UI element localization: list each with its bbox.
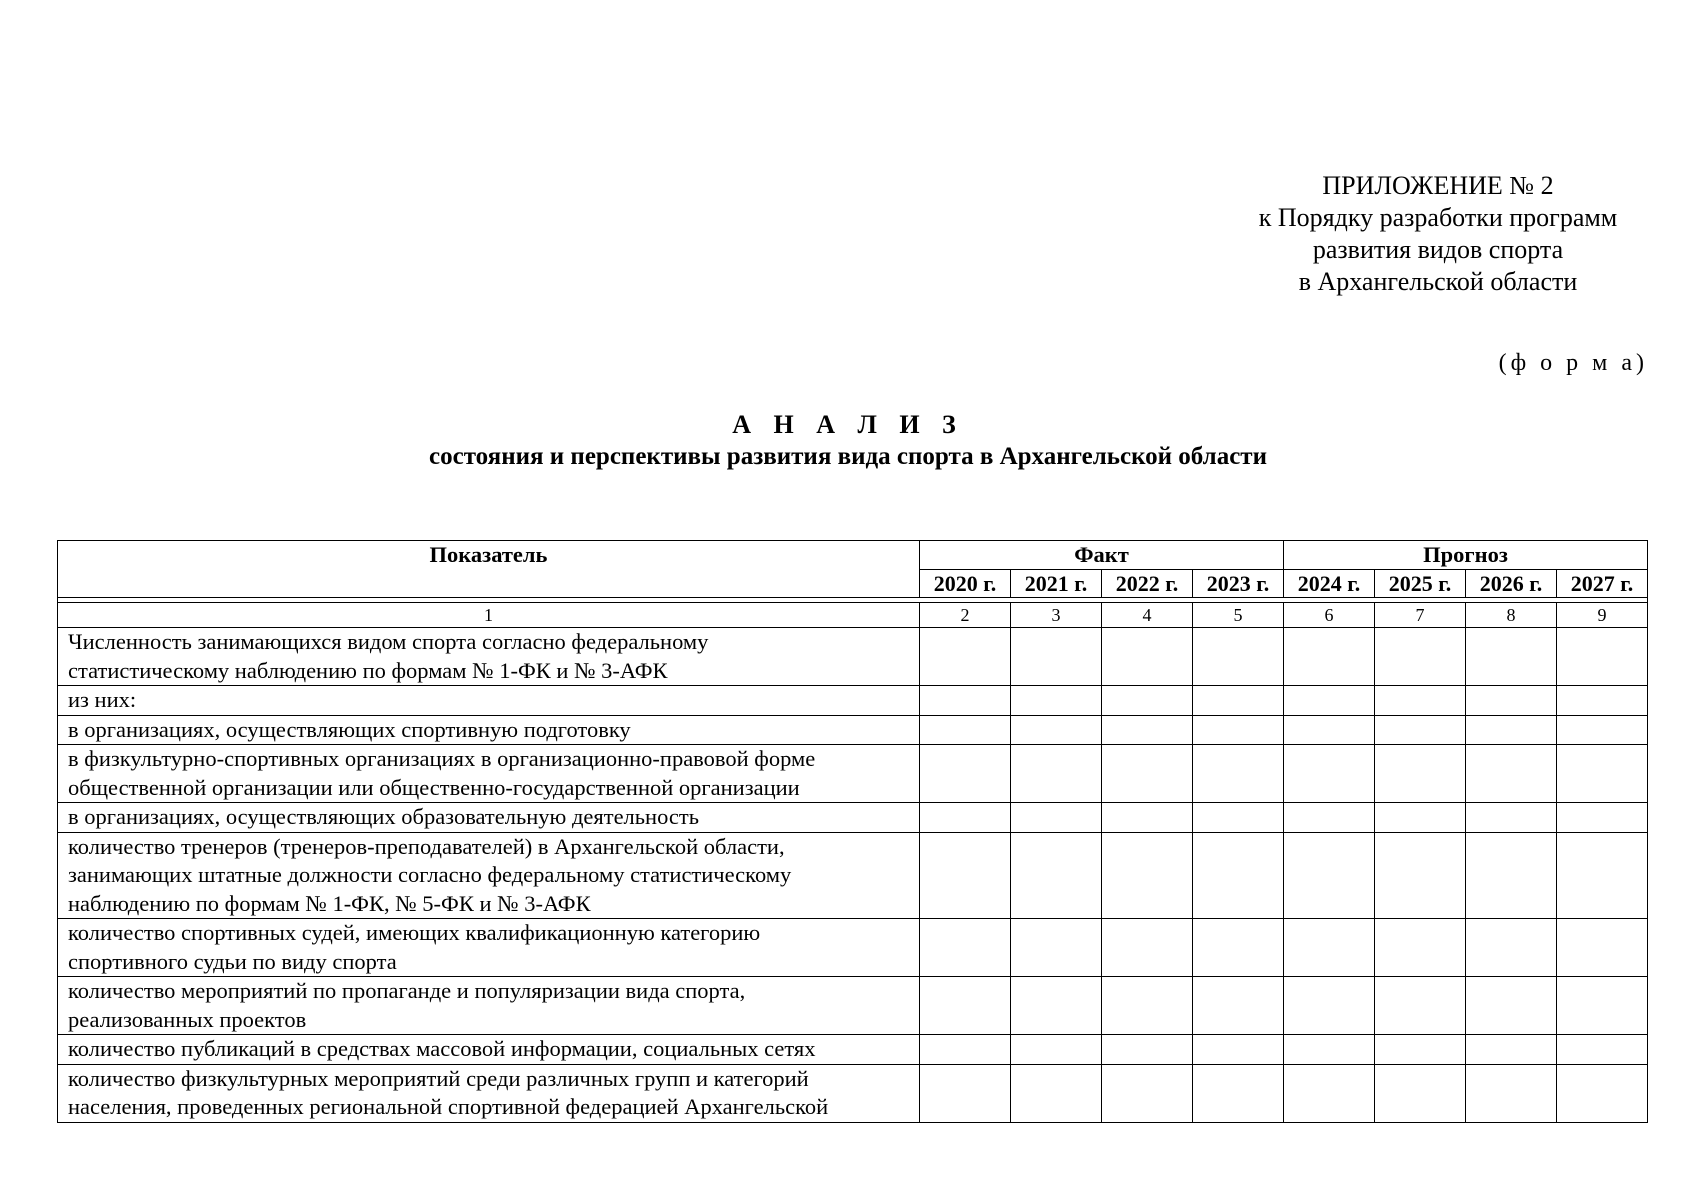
value-cell[interactable] [1466, 977, 1557, 1035]
indicator-header: Показатель [58, 541, 920, 598]
value-cell[interactable] [1375, 745, 1466, 803]
table-row [58, 832, 1648, 919]
value-cell[interactable] [1557, 715, 1648, 745]
value-cell[interactable] [1557, 919, 1648, 977]
year-header: 2027 г. [1557, 570, 1648, 598]
value-cell[interactable] [920, 803, 1011, 833]
value-cell[interactable] [1375, 1064, 1466, 1122]
fact-header: Факт [920, 541, 1284, 570]
value-cell[interactable] [1466, 745, 1557, 803]
form-note: (ф о р м а) [1498, 350, 1648, 376]
indicator-label-line: статистическому наблюдению по формам № 1-ФК и № 3-АФК [68, 657, 668, 683]
column-number: 3 [1011, 603, 1102, 628]
value-cell[interactable] [1011, 1035, 1102, 1065]
value-cell[interactable] [1466, 686, 1557, 716]
indicator-label [58, 919, 920, 977]
value-cell[interactable] [1193, 832, 1284, 919]
value-cell[interactable] [1102, 977, 1193, 1035]
analysis-table [57, 540, 1648, 1123]
table-row [58, 1035, 1648, 1065]
indicator-label [58, 977, 920, 1035]
value-cell[interactable] [1011, 1064, 1102, 1122]
value-cell[interactable] [1466, 803, 1557, 833]
value-cell[interactable] [1557, 832, 1648, 919]
table-body [58, 598, 1648, 1123]
value-cell[interactable] [1557, 1064, 1648, 1122]
year-header: 2020 г. [920, 570, 1011, 598]
value-cell[interactable] [920, 919, 1011, 977]
value-cell[interactable] [1102, 628, 1193, 686]
indicator-label-line: занимающих штатные должности согласно федеральному статистическому [68, 862, 792, 887]
value-cell[interactable] [1102, 803, 1193, 833]
value-cell[interactable] [920, 686, 1011, 716]
value-cell[interactable] [1284, 1035, 1375, 1065]
indicator-label-line: количество мероприятий по пропаганде и популяризации вида спорта, [68, 978, 746, 1003]
appendix-number: ПРИЛОЖЕНИЕ № 2 [1322, 171, 1554, 200]
value-cell[interactable] [1193, 919, 1284, 977]
value-cell[interactable] [1466, 1064, 1557, 1122]
value-cell[interactable] [1193, 1035, 1284, 1065]
value-cell[interactable] [1284, 977, 1375, 1035]
column-number: 6 [1284, 603, 1375, 628]
column-number: 4 [1102, 603, 1193, 628]
value-cell[interactable] [1102, 745, 1193, 803]
indicator-label [58, 686, 920, 716]
value-cell[interactable] [1284, 686, 1375, 716]
table-row [58, 715, 1648, 745]
value-cell[interactable] [1193, 1064, 1284, 1122]
value-cell[interactable] [1466, 919, 1557, 977]
column-number: 8 [1466, 603, 1557, 628]
table-row [58, 803, 1648, 833]
indicator-label-line: из них: [68, 687, 137, 712]
value-cell[interactable] [1011, 745, 1102, 803]
value-cell[interactable] [1466, 715, 1557, 745]
indicator-label-line: наблюдению по формам № 1-ФК, № 5-ФК и № 3-АФК [68, 890, 591, 916]
value-cell[interactable] [920, 628, 1011, 686]
indicator-label [58, 803, 920, 833]
year-header: 2024 г. [1284, 570, 1375, 598]
value-cell[interactable] [920, 977, 1011, 1035]
value-cell[interactable] [1375, 686, 1466, 716]
indicator-label [58, 1064, 920, 1122]
appendix-header [1228, 170, 1648, 298]
value-cell[interactable] [920, 1064, 1011, 1122]
value-cell[interactable] [1375, 803, 1466, 833]
value-cell[interactable] [1284, 832, 1375, 919]
value-cell[interactable] [920, 832, 1011, 919]
value-cell[interactable] [1557, 977, 1648, 1035]
value-cell[interactable] [1193, 628, 1284, 686]
table-row [58, 628, 1648, 686]
value-cell[interactable] [1193, 715, 1284, 745]
column-number: 7 [1375, 603, 1466, 628]
forecast-header: Прогноз [1284, 541, 1648, 570]
column-number: 1 [58, 603, 920, 628]
table-row [58, 745, 1648, 803]
value-cell[interactable] [1193, 745, 1284, 803]
appendix-reference-line1: к Порядку разработки программ [1258, 203, 1618, 232]
value-cell[interactable] [1284, 803, 1375, 833]
value-cell[interactable] [1193, 686, 1284, 716]
document-subtitle: состояния и перспективы развития вида спорта в Архангельской области [429, 443, 1267, 470]
indicator-label-line: спортивного судьи по виду спорта [68, 948, 397, 974]
year-header: 2021 г. [1011, 570, 1102, 598]
value-cell[interactable] [1557, 1035, 1648, 1065]
value-cell[interactable] [1011, 628, 1102, 686]
value-cell[interactable] [1466, 628, 1557, 686]
value-cell[interactable] [920, 745, 1011, 803]
value-cell[interactable] [1557, 745, 1648, 803]
value-cell[interactable] [1284, 715, 1375, 745]
value-cell[interactable] [1102, 1064, 1193, 1122]
value-cell[interactable] [920, 715, 1011, 745]
indicator-label-line: общественной организации или общественно-государственной организации [68, 774, 800, 800]
value-cell[interactable] [1375, 832, 1466, 919]
indicator-label-line: количество спортивных судей, имеющих квалификационную категорию [68, 920, 761, 945]
value-cell[interactable] [1102, 1035, 1193, 1065]
value-cell[interactable] [1557, 803, 1648, 833]
appendix-reference-line2: развития видов спорта [1312, 235, 1564, 264]
indicator-label-line: реализованных проектов [68, 1006, 307, 1032]
value-cell[interactable] [1284, 919, 1375, 977]
value-cell[interactable] [1284, 745, 1375, 803]
indicator-label-line: населения, проведенных региональной спортивной федерацией Архангельской [68, 1094, 829, 1119]
indicator-label [58, 745, 920, 803]
year-header: 2025 г. [1375, 570, 1466, 598]
table-row [58, 1064, 1648, 1122]
value-cell[interactable] [1011, 715, 1102, 745]
column-number: 2 [920, 603, 1011, 628]
value-cell[interactable] [1284, 1064, 1375, 1122]
value-cell[interactable] [1102, 919, 1193, 977]
indicator-label [58, 832, 920, 919]
value-cell[interactable] [1011, 977, 1102, 1035]
indicator-label [58, 628, 920, 686]
table-row [58, 977, 1648, 1035]
year-header: 2022 г. [1102, 570, 1193, 598]
value-cell[interactable] [1375, 977, 1466, 1035]
value-cell[interactable] [1011, 832, 1102, 919]
indicator-label [58, 715, 920, 745]
value-cell[interactable] [1375, 628, 1466, 686]
column-number: 9 [1557, 603, 1648, 628]
indicator-label [58, 1035, 920, 1065]
value-cell[interactable] [1011, 919, 1102, 977]
value-cell[interactable] [1102, 832, 1193, 919]
indicator-label-line: в организациях, осуществляющих образовательную деятельность [68, 804, 699, 829]
year-header: 2023 г. [1193, 570, 1284, 598]
indicator-label-line: в организациях, осуществляющих спортивную подготовку [68, 716, 631, 742]
table-row [58, 919, 1648, 977]
value-cell[interactable] [1375, 715, 1466, 745]
appendix-reference-line3: в Архангельской области [1298, 267, 1578, 296]
column-number: 5 [1193, 603, 1284, 628]
value-cell[interactable] [1466, 832, 1557, 919]
value-cell[interactable] [1557, 686, 1648, 716]
value-cell[interactable] [1193, 977, 1284, 1035]
table-row [58, 686, 1648, 716]
value-cell[interactable] [1102, 715, 1193, 745]
indicator-label-line: количество физкультурных мероприятий среди различных групп и категорий [68, 1065, 809, 1091]
indicator-label-line: количество публикаций в средствах массовой информации, социальных сетях [68, 1036, 816, 1061]
year-header: 2026 г. [1466, 570, 1557, 598]
value-cell[interactable] [1557, 628, 1648, 686]
value-cell[interactable] [1375, 1035, 1466, 1065]
column-number-row [58, 603, 1648, 628]
value-cell[interactable] [920, 1035, 1011, 1065]
value-cell[interactable] [1011, 686, 1102, 716]
value-cell[interactable] [1284, 628, 1375, 686]
value-cell[interactable] [1011, 803, 1102, 833]
value-cell[interactable] [1193, 803, 1284, 833]
document-title: А Н А Л И З [732, 410, 964, 439]
value-cell[interactable] [1375, 919, 1466, 977]
value-cell[interactable] [1102, 686, 1193, 716]
indicator-label-line: в физкультурно-спортивных организациях в организационно-правовой форме [68, 746, 816, 771]
value-cell[interactable] [1466, 1035, 1557, 1065]
indicator-label-line: Численность занимающихся видом спорта согласно федеральному [68, 629, 709, 654]
indicator-label-line: количество тренеров (тренеров-преподавателей) в Архангельской области, [68, 833, 785, 859]
